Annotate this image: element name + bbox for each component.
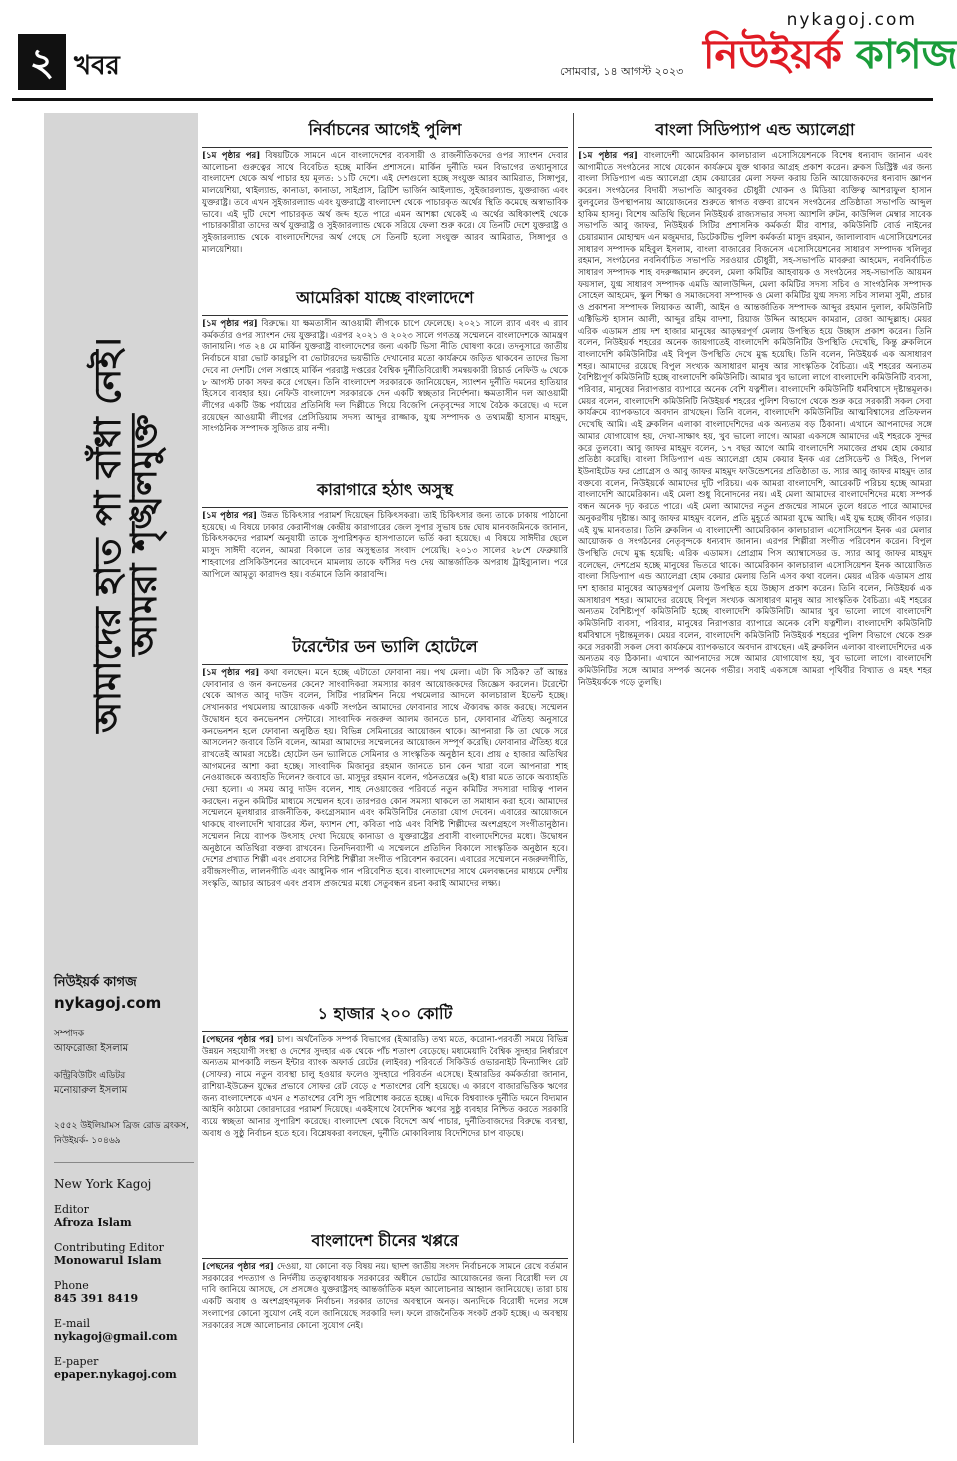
phone-number[interactable]: 845 391 8419: [54, 1292, 139, 1305]
article-lead: [১ম পৃষ্ঠার পর]: [578, 151, 638, 161]
article-text: বিরুদ্ধে। যা ক্ষমতাসীন আওয়ামী লীগকে চাপে ফেলেছে। ২০২১ সালে র‌্যাব এবং এ র‌্যাব কর্মকর্তার ওপর স্যাংশন দেয় যুক্তরাষ্ট্র। এরপর ২০২১ ও ২০২৩ সালে গণতন্ত্র সম্মেলনে বাংলাদেশকে আমন্ত্রণ জানায়নি। গত ২৪ মে মার্কিন যুক্তরাষ্ট্র বাংলাদেশের জন্য একটি ভিসা নীতি ঘোষণা করে। তদনুসারে জাতীয় নির্বাচনে যারা ভোট কারচুপি বা ভোটারদের ভয়ভীতি দেখানোর মতো কার্যক্রমে জড়িত থাকবেন তাদের ভিসা দেবে না দেশটি। গেল সপ্তাহে মার্কিন পররাষ্ট্র দপ্তরের বৈশ্বিক দুর্নীতিবিরোধী সমন্বয়কারী রিচার্ড নেফিউ ৬ থেকে ৮ আগস্ট ঢাকা সফর করে গেছেন। তিনি বাংলাদেশ সরকারকে জানিয়েছেন, স্যাংশন দুর্নীতি দমনের হাতিয়ার হিসেবে ব্যবহার হয়। নেফিউ বাংলাদেশ সরকারকে দেন একটি স্বচ্ছতার নির্দেশনা। ক্ষমতাসীন দল আওয়ামী লীগের একটি উচ্চ পর্যায়ের প্রতিনিধি দল দিল্লীতে গিয়ে বিজেপি নেতৃবৃন্দের সাথে বৈঠক করেছে। এ দলে রয়েছেন আওয়ামী লীগের প্রেসিডিয়াম সদস্য আব্দুর রাজ্জাক, যুগ্ম সম্পাদক ও তথ্যমন্ত্রী হাসান মাহমুদ, সাংগঠনিক সম্পাদক সুজিত রায় নন্দী।: [202, 319, 568, 435]
article-headline[interactable]: আমেরিকা যাচ্ছে বাংলাদেশে: [202, 281, 568, 316]
en-contributing-name: Monowarul Islam: [54, 1254, 162, 1267]
contributing-editor-name: মনোয়ারুল ইসলাম: [54, 1085, 128, 1096]
column-right: [578, 113, 932, 1443]
article-body: [202, 511, 568, 628]
logo-url[interactable]: nykagoj.com: [786, 10, 917, 30]
article-headline[interactable]: নির্বাচনের আগেই পুলিশ: [202, 113, 568, 148]
epaper-label: E-paper: [54, 1355, 99, 1368]
en-editor-label: Editor: [54, 1203, 89, 1216]
en-paper-title: New York Kagoj: [54, 1177, 152, 1191]
contributing-editor-label: কন্ট্রিবিউটিং এডিটর: [54, 1071, 126, 1081]
article-cdpap: [578, 113, 932, 1441]
article-prison: [202, 473, 568, 628]
article-body: [202, 319, 568, 471]
article-headline[interactable]: কারাগারে হঠাৎ অসুস্থ: [202, 473, 568, 508]
article-text: দেওয়া, যা কোনো বড় বিষয় নয়। ছাদশ জাতীয় সংসদ নির্বাচনকে সামনে রেখে বর্তমান সরকারের পদত্যাগ ও নির্দলীয় তত্ত্বাবধায়ক সরকারের অধীনে ভোটের আয়োজনের জন্য বিরোধী দল যে দাবি জানিয়ে আসছে, সে প্রসঙ্গেও যুক্তরাষ্ট্রসহ আন্তর্জাতিক মহল আলোচনার আহ্বান জানিয়েছে। তারা চায় একটি অবাধ ও অংশগ্রহণমূলক নির্বাচন। সরকার তাদের অবস্থানে অনড়। অন্যদিকে বিরোধী দলের সঙ্গে সংলাপের কোনো সুযোগ নেই বলে জানিয়েছে সরকারি দল। ফলে রাজনৈতিক সংকট প্রকট হচ্ছে। এ অবস্থায় সরকারের সঙ্গে আলোচনার কোনো সুযোগ নেই।: [202, 1262, 568, 1331]
slogan-line-1: আমাদের হাত পা বাঁধা নেই।: [88, 337, 129, 733]
slogan-line-2: আমরা শৃঙ্খলমুক্ত: [124, 414, 165, 656]
website-url[interactable]: nykagoj.com: [54, 994, 162, 1012]
article-body: [202, 151, 568, 279]
article-text: চাপ। অর্থনৈতিক সম্পর্ক বিভাগের (ইআরডি) তথ্য মতে, করোনা-পরবর্তী সময়ে বিভিন্ন উন্নয়ন সহযোগী সংস্থা ও দেশের সুদহার এক থেকে পাঁচ শতাংশ বেড়েছে। মধ্যমেয়াদি বৈশ্বিক সুদহার নির্ধারণে অন্যতম মাপকাঠি লন্ডন ইন্টার ব্যাংক অফার্ড রেটের (লাইবর) পরিবর্তে সিকিউর্ড ওভারনাইট ফিন্যান্সিং রেট (সোফর) নামে নতুন ব্যবস্থা চালু হওয়ার ফলেও সুদহারে পরিবর্তন এসেছে। ইআরডির কর্মকর্তারা জানান, রাশিয়া-ইউক্রেন যুদ্ধের প্রভাবে সোফর রেট বেড়ে ৫ শতাংশের বেশি হয়েছে। এ কারণে বাজারভিত্তিক ঋণের জন্য বাংলাদেশকে এখন ৫ শতাংশের বেশি সুদ পরিশোধ করতে হচ্ছে। এদিকে বিশ্বব্যাংক দুর্নীতি দমনে বিদ্যমান আইনি কাঠামো জোরদারের পরামর্শ দিয়েছে। একইসাথে বৈদেশিক ঋণের সুষ্ঠু ব্যবহার নিশ্চিত করতে সরকারি ব্যয়ে স্বচ্ছতা আনার সুপারিশ করেছে। বাংলাদেশ থেকে বিদেশে অর্থ পাচার, দুর্নীতিবাজদের বিরুদ্ধে ব্যবস্থা, অবাধ ও সুষ্ঠু নির্বাচন হতে হবে। বিশ্লেষকরা বলছেন, দুর্নীতি মোকাবিলায় বিদেশিদের চাপ বাড়ছে।: [202, 1035, 569, 1139]
newspaper-logo[interactable]: [703, 28, 957, 82]
bn-paper-title: নিউইয়র্ক কাগজ: [54, 975, 137, 990]
en-contributing-label: Contributing Editor: [54, 1241, 164, 1254]
article-toronto: [202, 630, 568, 995]
editor-name: আফরোজা ইসলাম: [54, 1043, 129, 1054]
article-body: [202, 1035, 568, 1222]
issue-date: সোমবার, ১৪ আগস্ট ২০২৩: [560, 65, 684, 78]
article-lead: [১ম পৃষ্ঠার পর]: [202, 151, 261, 161]
phone-label: Phone: [54, 1279, 89, 1292]
article-lead: [১ম পৃষ্ঠার পর]: [202, 319, 258, 329]
logo-part-1: নিউইয়র্ক: [703, 32, 842, 78]
article-lead: [১ম পৃষ্ঠার পর]: [202, 668, 260, 678]
article-1200-crore: [202, 997, 568, 1222]
article-lead: [১ম পৃষ্ঠার পর]: [202, 511, 258, 521]
logo-part-2: কাগজ: [855, 32, 957, 78]
article-text: উন্নত চিকিৎসার পরামর্শ দিয়েছেন চিকিৎসকরা। তাই চিকিৎসার জন্য তাকে ঢাকায় পাঠানো হয়েছে। এ বিষয়ে ঢাকার কেরানীগঞ্জ কেন্দ্রীয় কারাগারের জেল সুপার সুভাষ চন্দ্র ঘোষ মানবজমিনকে জানান, চিকিৎসকদের পরামর্শ অনুযায়ী তাকে সুপারিশকৃত হাসপাতালে ভর্তি করা হয়েছে। এ বিষয়ে সাঈদীর ছেলে মাসুদ সাঈদী বলেন, আমরা বিকালে তার অসুস্থতার সংবাদ পেয়েছি। ২০১৩ সালের ২৮শে ফেব্রুয়ারি শাহবাগের প্রসিকিউশনের আবেদনে মামলায় তাকে ফাঁসির দণ্ড দেয় আন্তর্জাতিক অপরাধ ট্রাইব্যুনাল। পরে আপিলে আমৃত্যু কারাদণ্ড হয়। বর্তমানে তিনি কারাবন্দি।: [202, 511, 569, 580]
en-editor-name: Afroza Islam: [54, 1216, 132, 1229]
article-body: [202, 1262, 568, 1367]
article-headline[interactable]: ১ হাজার ২০০ কোটি: [202, 997, 568, 1032]
masthead: [0, 0, 957, 95]
article-china: [202, 1224, 568, 1367]
article-lead: [পেছনের পৃষ্ঠার পর]: [202, 1035, 275, 1045]
article-headline[interactable]: বাংলা সিডিপ্যাপ এন্ড অ্যালেগ্রা: [578, 113, 932, 148]
email-address[interactable]: nykagoj@gmail.com: [54, 1330, 178, 1343]
page-number: ২: [18, 34, 66, 90]
masthead-info: [54, 973, 194, 1381]
article-body: [202, 668, 568, 995]
sidebar: [44, 113, 198, 1445]
column-left: [202, 113, 568, 1369]
article-police: [202, 113, 568, 279]
editor-label: সম্পাদক: [54, 1029, 85, 1039]
divider: [54, 1162, 194, 1163]
article-text: বিষয়টিকে সামনে এনে বাংলাদেশের ব্যবসায়ী ও রাজনীতিকদের ওপর স্যাংশন দেবার আলোচনা গুরুত্বের সাথে বিবেচিত হচ্ছে মার্কিন প্রশাসনে। মার্কিন দুর্নীতি দমন বিভাগের তথ্যানুসারে বাংলাদেশ থেকে অর্থ পাচার হয় মূলত: ১১টি দেশে। এই দেশগুলো হচ্ছে সংযুক্ত আরব আমিরাত, সিঙ্গাপুর, মালয়েশিয়া, থাইল্যান্ড, কানাডা, কানাডা, সাইপ্রাস, ব্রিটিশ ভার্জিন আইল্যান্ড, সুইজারল্যান্ড, যুক্তরাজ্য এবং যুক্তরাষ্ট্র। তবে এখন সুইজারল্যান্ড এবং যুক্তরাষ্ট্রে বাংলাদেশ থেকে পাচারকৃত অর্থের স্থিতি কমেছে অস্বাভাবিক ভাবে। এই দুটি দেশে পাচারকৃত অর্থ জব্দ হতে পারে এমন আশঙ্কা থেকেই এ অর্থের অধিকাংশই থেকে পাচারকারীরা তাদের অর্থ যুক্তরাষ্ট্র ও সুইজারল্যান্ড থেকে সরিয়ে ফেলা শুরু করে। যে তিনটি দেশে যুক্তরাষ্ট্র ও সুইজারল্যান্ড থেকে বাংলাদেশিদের অর্থ গেছে সে তিনটি হলো সংযুক্ত আরব আমিরাত, সিঙ্গাপুর ও মালয়েশিয়া।: [202, 151, 568, 255]
article-body: [578, 151, 932, 1441]
epaper-url[interactable]: epaper.nykagoj.com: [54, 1368, 177, 1381]
article-headline[interactable]: টরেন্টোর ডন ভ্যালি হোটেলে: [202, 630, 568, 665]
article-headline[interactable]: বাংলাদেশ চীনের খপ্পরে: [202, 1224, 568, 1259]
article-lead: [পেছনের পৃষ্ঠার পর]: [202, 1262, 274, 1272]
slogan: [88, 100, 165, 970]
column-divider: [573, 113, 574, 1443]
section-title: খবর: [74, 51, 120, 81]
article-text: বাংলাদেশী আমেরিকান কালচারাল এসোসিয়েশনকে বিশেষ ধন্যবাদ জানান এবং আগামীতে সংগঠনের সাথে যেকোন কার্যক্রমে যুক্ত থাকার আগ্রহ প্রকাশ করেন। ব্রুকস ডিস্ট্রিক্ট এর জন্য বাংলা সিডিপ্যাপ এন্ড অ্যালেগ্রা হোম কেয়ারের মেলা সফল করায় তিনি আয়োজকদের ধন্যবাদ জ্ঞাপন করেন। সংগঠনের বিদায়ী সভাপতি আবুবকর চৌধুরী খোকন ও মিডিয়া ব্যক্তিত্ব আশরাফুল হাসান বুলবুলের উপস্থাপনায় আয়োজনের শুরুতে স্বাগত বক্তব্য রাখেন সংগঠনের প্রতিষ্ঠাতা সভাপতি আব্দুল হাকিম হাসনু। বিশেষ অতিথি ছিলেন নিউইয়র্ক রাজ্যসভার সদস্য অ্যাশলি রুটন, কাউন্সিল মেম্বার সাবেক সভাপতি আবু জাফর, নিউইয়র্ক সিটির প্রশাসনিক কর্মকর্তা মীর বাশার, কমিউনিটি বোর্ড নাইনের চেয়ারম্যান মোহাম্মদ এন মজুমদার, ডিটেকটিভ পুলিশ কর্মকর্তা মাসুদ রহমান, জালালাবাদ এসোসিয়েশনের সাধারণ সম্পাদক মহিবুল ইসলাম, বাংলা বাজারের বিজনেস এসোসিয়েশনের সাধারণ সম্পাদক খলিলুর রহমান, সংগঠনের নবনির্বাচিত সভাপতি সরওয়ার চৌধুরী, সহ-সভাপতি মাবরুরা আহমেদ, নবনির্বাচিত সাধারণ সম্পাদক শাহ বদরুজ্জামান রুবেল, মেলা কমিটির আহবায়ক ও সংগঠনের সহ-সভাপতি আয়মন ফয়সাল, যুগ্ম সাধারণ সম্পাদক এমডি আলাউদ্দিন, মেলা কমিটির সদস্য সচিব ও সাংগঠনিক সম্পাদক সোহেল আহমেদ, স্কুল শিক্ষা ও সমাজসেবা সম্পাদক ও মেলা কমিটির যুগ্ম সদস্য সচিব সালমা সুমী, প্রচার ও প্রকাশনা সম্পাদক লিয়াকত আলী, আইন ও আন্তর্জাতিক সম্পাদক আব্দুর রহমান দুলাল, কমিউনিটি এক্টিভিস্ট হাসান আলী, আব্দুর রহিম বাদশা, রিয়াজ উদ্দিন আহমেদ কামরান, রেজা আব্দুল্লাহ। মেয়র এরিক এডামস প্রায় দশ হাজার মানুষের আড়ম্বরপূর্ণ মেলায় উপস্থিত হয়ে উচ্ছাস প্রকাশ করেন। তিনি বলেন, নিউইয়র্ক শহরের অনেক জায়গাতেই বাংলাদেশি কমিউনিটির উপস্থিতি দেখেছি, কিন্তু ব্রুকলিনে বাংলাদেশি কমিউনিটির এই বিপুল উপস্থিতি দেখে মুগ্ধ হয়েছি। তিনি বলেন, নিউইয়র্ক এক অসাধারণ শহর। আমাদের রয়েছে বিপুল সংখ্যক অসাধারণ মানুষ আর সাংস্কৃতিক বৈচিত্র্য। এই শহরের অন্যতম বৈশিষ্ট্যপূর্ণ কমিউনিটি হচ্ছে বাংলাদেশি কমিউনিটি। আমার খুব ভালো লাগে বাংলাদেশি কমিউনিটি ব্যবসা, পরিবার, মানুষের নিরাপত্তার ব্যাপারে অনেক বেশি যত্নশীল। বাংলাদেশি কমিউনিটি ধর্মবিশ্বাসে দৃষ্টান্তমূলক। মেয়র বলেন, বাংলাদেশি কমিউনিটি নিউইয়র্ক শহরের পুলিশ বিভাগে থেকে শুরু করে সরকারী সকল সেবা কার্যক্রমে ব্যাপকভাবে অবদান রাখছেন। তিনি বলেন, বাংলাদেশি কমিউনিটির আত্মবিশ্বাসের প্রতিফলন দেখেছি আমি। এই ব্রুকলিন এলাকা বাংলাদেশিদের এক অন্যতম বড় ঠিকানা। এখানে আপনাদের সঙ্গে আমার যোগাযোগ হয়, দেখা-সাক্ষাৎ হয়, খুব ভালো লাগে। আমরা একসঙ্গে আমাদের এই শহরকে সুন্দর করে তুলবো। আবু জাফর মাহমুদ বলেন, ১৭ বছর আগে আমি বাংলাদেশি সমাজের প্রথম হোম কেয়ার প্রতিষ্ঠা করেছি। বাংলা সিডিপ্যাপ এন্ড অ্যালেগ্রা হোম কেয়ার ইনক এর প্রেসিডেন্ট ও সিইও, পিপল ইউনাইটেড ফর প্রোগ্রেস ও আবু জাফর মাহমুদ ফাউন্ডেশনের প্রতিষ্ঠাতা ড. স্যার আবু জাফর মাহমুদ তার বক্তব্যে বলেন, নিউইয়র্কে আমাদের দুটি পরিচয়। এক আমরা বাংলাদেশি, আরেকটি পরিচয় হচ্ছে আমরা বাংলাদেশি আমেরিকান। এই মেলা শুধু বিনোদনের নয়। এই মেলা আমাদের বাংলাদেশিদের মধ্যে সম্পর্ক বন্ধন অনেক দৃঢ় করতে পারে। এই মেলা আমাদের নতুন প্রজন্মের সামনে তুলে ধরতে পারে আমাদের অনুকরণীয় দৃষ্টান্ত। আবু জাফর মাহমুদ বলেন, প্রতি মুহূর্তে আমরা যুদ্ধে আছি। এই যুদ্ধ হচ্ছে জীবন গড়ার। এই যুদ্ধ মানবতার। তিনি ব্রুকলিন এ বাংলাদেশী আমেরিকান কালচারাল এসোসিয়েশন ইনক এর মেলার আয়োজক ও সংগঠনের নেতৃবৃন্দকে ধন্যবাদ জানান। এরপর শিল্পীরা সংগীত পরিবেশন করেন। বিপুল উপস্থিতি দেখে মুগ্ধ হয়েছি: এরিক এডামস। প্রোগ্রাম পিস অ্যাম্বাসেডর ড. স্যার আবু জাফর মাহমুদ বলেছেন, দেশপ্রেম হচ্ছে মানুষের ভিতরে থাকে। আমেরিকান কালচারাল এসোসিয়েশন ইনক আয়োজিত বাংলা সিডিপ্যাপ এন্ড অ্যালেগ্রা হোম কেয়ার মেলায় তিনি এসব কথা বলেন। মেয়র এরিক এডামস প্রায় দশ হাজার মানুষের আড়ম্বরপূর্ণ মেলায় উপস্থিত হয়ে উচ্ছাস প্রকাশ করেন। তিনি বলেন, নিউইয়র্ক এক অসাধারণ শহর। আমাদের রয়েছে বিপুল সংখ্যক অসাধারণ মানুষ আর সাংস্কৃতিক বৈচিত্র্য। এই শহরের অন্যতম বৈশিষ্ট্যপূর্ণ কমিউনিটি হচ্ছে বাংলাদেশি কমিউনিটি। আমার খুব ভালো লাগে বাংলাদেশি কমিউনিটি ব্যবসা, পরিবার, মানুষের নিরাপত্তার ব্যাপারে অনেক বেশি যত্নশীল। বাংলাদেশি কমিউনিটি ধর্মবিশ্বাসে দৃষ্টান্তমূলক। মেয়র বলেন, বাংলাদেশি কমিউনিটি নিউইয়র্ক শহরের পুলিশ বিভাগে থেকে শুরু করে সরকারী সকল সেবা কার্যক্রমে ব্যাপকভাবে অবদান রাখছেন। এই ব্রুকলিন এলাকা বাংলাদেশিদের এক অন্যতম বড় ঠিকানা। এখানে আপনাদের সঙ্গে আমার যোগাযোগ হয়, খুব ভালো লাগে। বাংলাদেশি কমিউনিটির সঙ্গে আমার সম্পর্ক অনেক গভীর। সবাই একসঙ্গে আমরা পৃথিবীর বিখ্যাত ও মহৎ শহর নিউইয়র্ককে গড়ে তুলছি।: [578, 151, 933, 688]
article-text: কথা বলছেন। মনে হচ্ছে এটাতো ফোবানা নয়। পথ মেলা। এটা কি সঠিক? তাঁ আন্তঃ ফোবানার ও জন কনভেনর কেনে? সাংবাদিকরা সমস্যার কারণ আয়োজকদের জিজ্ঞেস করলেন। টরেন্টো থেকে আগত আবু দাউদ বলেন, সিটির পারমিশন নিয়ে পথমেলার আদলে কালচারাল ইভেন্ট হচ্ছে। সেখানকার পথমেলায় আয়োজক একটি সংগঠন আমাদের ফোবানার সাথে ঐক্যবদ্ধ কাজ করছে। সম্মেলন উদ্বোধন হবে কনভেনশন সেন্টারে। সাংবাদিক নজরুল আলম জানতে চান, ফোবানার ঐতিহ্য অনুসারে কনভেনশন হলে ফোবানা অনুষ্ঠিত হয়। বিভিন্ন সেমিনারের আয়োজন থাকে। আপনারা কি তা থেকে সরে আসলেন? জবাবে তিনি বলেন, আমরা আমাদের সম্মেলনের আয়োজন সম্পূর্ণ করেছি। ফোবানার ঐতিহ্য ধরে রাখতেই আমরা সচেষ্ট। হোটেল ডন ভ্যালিতে সেমিনার ও সাংস্কৃতিক অনুষ্ঠান হবে। প্রায় ৫ হাজার অতিথির আগমনের আশা করা হচ্ছে। সাংবাদিক মিজানুর রহমান জানতে চান কেন খারা বলে আপনারা শাহ নেওয়াজকে অব্যাহতি দিলেন? জবাবে ডা. মাসুদুর রহমান বলেন, গঠনতন্ত্রের ৬(ই) ধারা মতে তাকে অব্যাহতি দেয়া হলো। এ সময় আবু দাউদ বলেন, শাহ নেওয়াজের পরিবর্তে নতুন কমিটির সদস্যরা দায়িত্ব পালন করছেন। নতুন কমিটির মাধ্যমে সম্মেলন হবে। তারপরও কোন সমস্যা থাকলে তা সমাধান করা হবে। আমাদের সম্মেলনে মূলধারার রাজনীতিক, কংগ্রেসম্যান এবং কমিউনিটির নেতারা যোগ দেবেন। এবারের আয়োজনে থাকছে বাংলাদেশি খাবারের স্টল, ফ্যাশন শো, কবিতা পাঠ এবং বিশিষ্ট শিল্পীদের অংশগ্রহণে সংগীতানুষ্ঠান। সম্মেলন নিয়ে ব্যাপক উৎসাহ দেখা দিয়েছে কানাডা ও যুক্তরাষ্ট্রের প্রবাসী বাংলাদেশিদের মধ্যে। উদ্বোধন অনুষ্ঠানে অতিথিরা বক্তব্য রাখবেন। তিনদিনব্যাপী এ সম্মেলনে প্রতিদিন বিকালে সাংস্কৃতিক অনুষ্ঠান হবে। দেশের প্রখ্যাত শিল্পী এবং প্রবাসের বিশিষ্ট শিল্পীরা সংগীত পরিবেশন করবেন। এবারের সম্মেলনে নজরুলগীতি, রবীন্দ্রসংগীত, লালনগীতি এবং আধুনিক গান পরিবেশিত হবে। বাংলাদেশের সাথে মেলবন্ধনের মাধ্যমে দেশীয় সংস্কৃতি, আচার আচরণ এবং প্রবাস প্রজন্মের মধ্যে সেতুবন্ধন রচনা করাই আমাদের লক্ষ্য।: [202, 668, 568, 889]
article-america: [202, 281, 568, 471]
address: ২৫৫২ উইলিয়ামস ব্রিজ রোড ব্রংকস, নিউইয়র্ক- ১০৪৬৯: [54, 1121, 189, 1146]
email-label: E-mail: [54, 1317, 90, 1330]
slogan-box: [44, 113, 198, 933]
